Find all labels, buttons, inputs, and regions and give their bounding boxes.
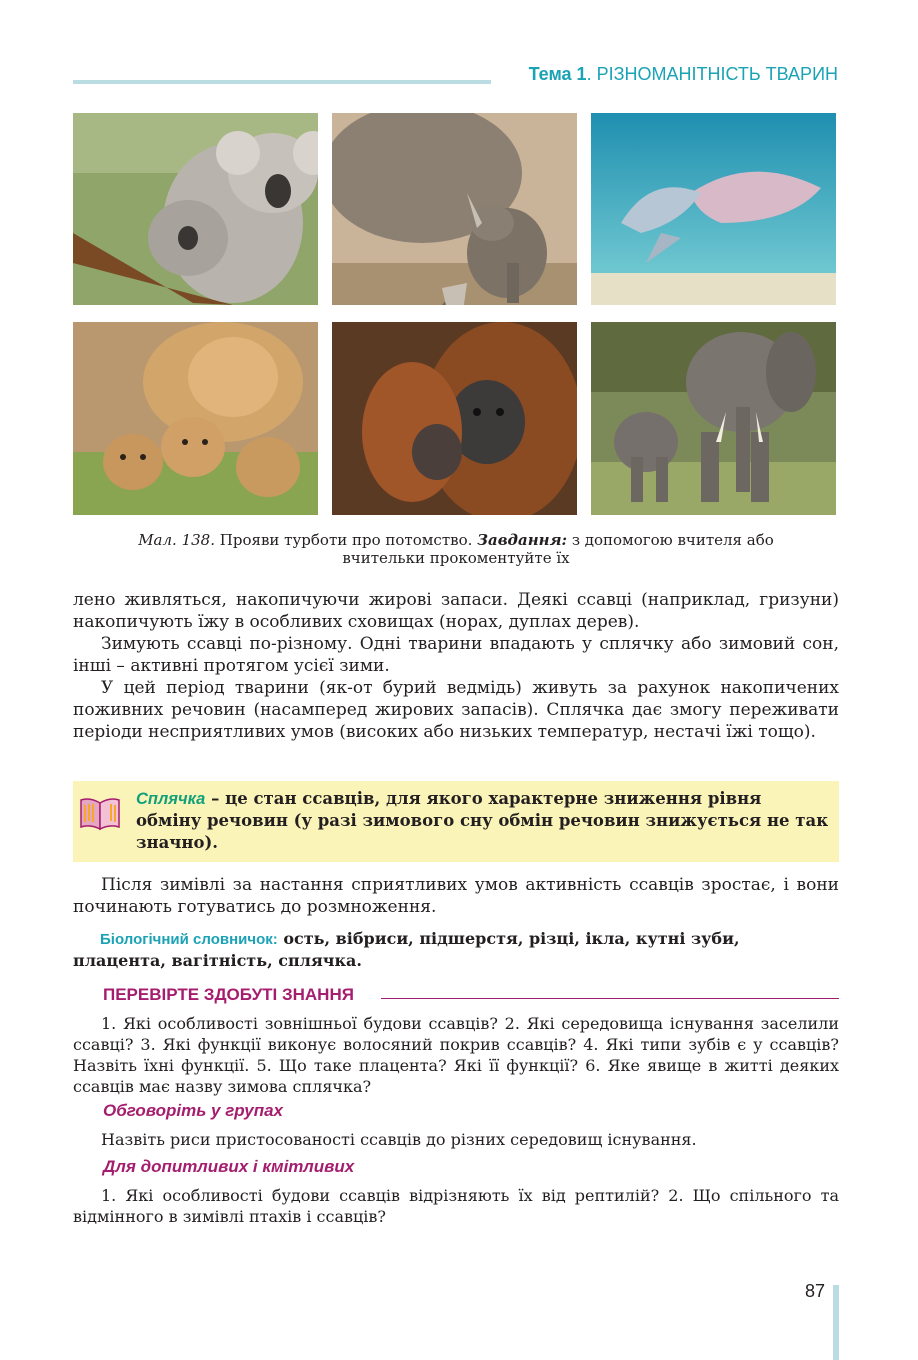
bio-dictionary-terms-2: плацента, вагітність, сплячка. bbox=[73, 951, 362, 970]
bio-dictionary-label: Біологічний словничок: bbox=[100, 931, 278, 948]
orangutan-photo bbox=[332, 322, 577, 515]
caption-label: Мал. 138. bbox=[138, 531, 215, 549]
curious-text: 1. Які особливості будови ссавців відрізняють їх від рептилій? 2. Що спільного та відмінного в зимівлі птахів і ссавців? bbox=[73, 1186, 839, 1226]
paragraph-1: лено живляться, накопичуючи жирові запаси. Деякі ссавці (наприклад, гризуни) накопичують їжу в особливих сховищах (норах, дуплах дерев). bbox=[73, 590, 839, 632]
definition-body: – це стан ссавців, для якого характерне зниження рівня обміну речовин (у разі зимового сну обмін речовин знижується не так значно). bbox=[136, 789, 829, 852]
dolphin-photo bbox=[591, 113, 836, 305]
groups-heading: Обговоріть у групах bbox=[103, 1101, 283, 1120]
page-edge-bar bbox=[833, 1285, 839, 1360]
caption-text: Прояви турботи про потомство. bbox=[215, 531, 478, 549]
definition-term: Сплячка bbox=[136, 790, 206, 808]
paragraph-3: У цей період тварини (як-от бурий ведмідь) живуть за рахунок накопичених поживних речовин (насамперед жирових запасів). Сплячка дає змогу переживати періоди несприятливих умов (високих або низьких температур, нестачі їжі тощо). bbox=[73, 678, 839, 742]
page-header bbox=[529, 64, 838, 85]
definition-box bbox=[73, 781, 839, 862]
check-knowledge-questions: 1. Які особливості зовнішньої будови ссавців? 2. Які середовища існування заселили ссавці? 3. Які функції виконує волосяний покрив ссавців? 4. Які типи зубів є у ссавців? Назвіть їхні функції. 5. Що таке плацента? Які її функції? 6. Яке явище в житті деяких ссавців має назву зимова сплячка? bbox=[73, 1014, 839, 1096]
koala-photo bbox=[73, 113, 318, 305]
header-rule bbox=[73, 80, 491, 84]
check-knowledge-heading: ПЕРЕВІРТЕ ЗДОБУТІ ЗНАННЯ bbox=[103, 985, 354, 1004]
figure-caption bbox=[73, 531, 839, 567]
caption-task-line1: з допомогою вчителя або bbox=[567, 531, 774, 549]
caption-task-line2: вчительки прокоментуйте їх bbox=[342, 549, 570, 567]
bio-dictionary-terms-1: ость, вібриси, підшерстя, різці, ікла, кутні зуби, bbox=[277, 929, 740, 948]
theme-title: . РІЗНОМАНІТНІСТЬ ТВАРИН bbox=[586, 64, 838, 84]
caption-task-label: Завдання: bbox=[477, 531, 568, 549]
theme-label: Тема 1 bbox=[528, 64, 587, 84]
definition-text bbox=[136, 788, 832, 854]
elephant-photo bbox=[591, 322, 836, 515]
groups-text: Назвіть риси пристосованості ссавців до різних середовищ існування. bbox=[101, 1130, 697, 1149]
book-icon bbox=[78, 795, 122, 831]
curious-heading: Для допитливих і кмітливих bbox=[103, 1157, 355, 1176]
lion-photo bbox=[73, 322, 318, 515]
paragraph-4: Після зимівлі за настання сприятливих умов активність ссавців зростає, і вони починають готуватись до розмноження. bbox=[73, 875, 839, 917]
check-knowledge-rule bbox=[381, 998, 839, 999]
rhino-photo bbox=[332, 113, 577, 305]
paragraph-2: Зимують ссавці по-різному. Одні тварини впадають у сплячку або зимовий сон, інші – активні протягом усієї зими. bbox=[73, 634, 839, 676]
page-number: 87 bbox=[805, 1281, 826, 1301]
bio-dictionary-line1 bbox=[100, 928, 839, 951]
